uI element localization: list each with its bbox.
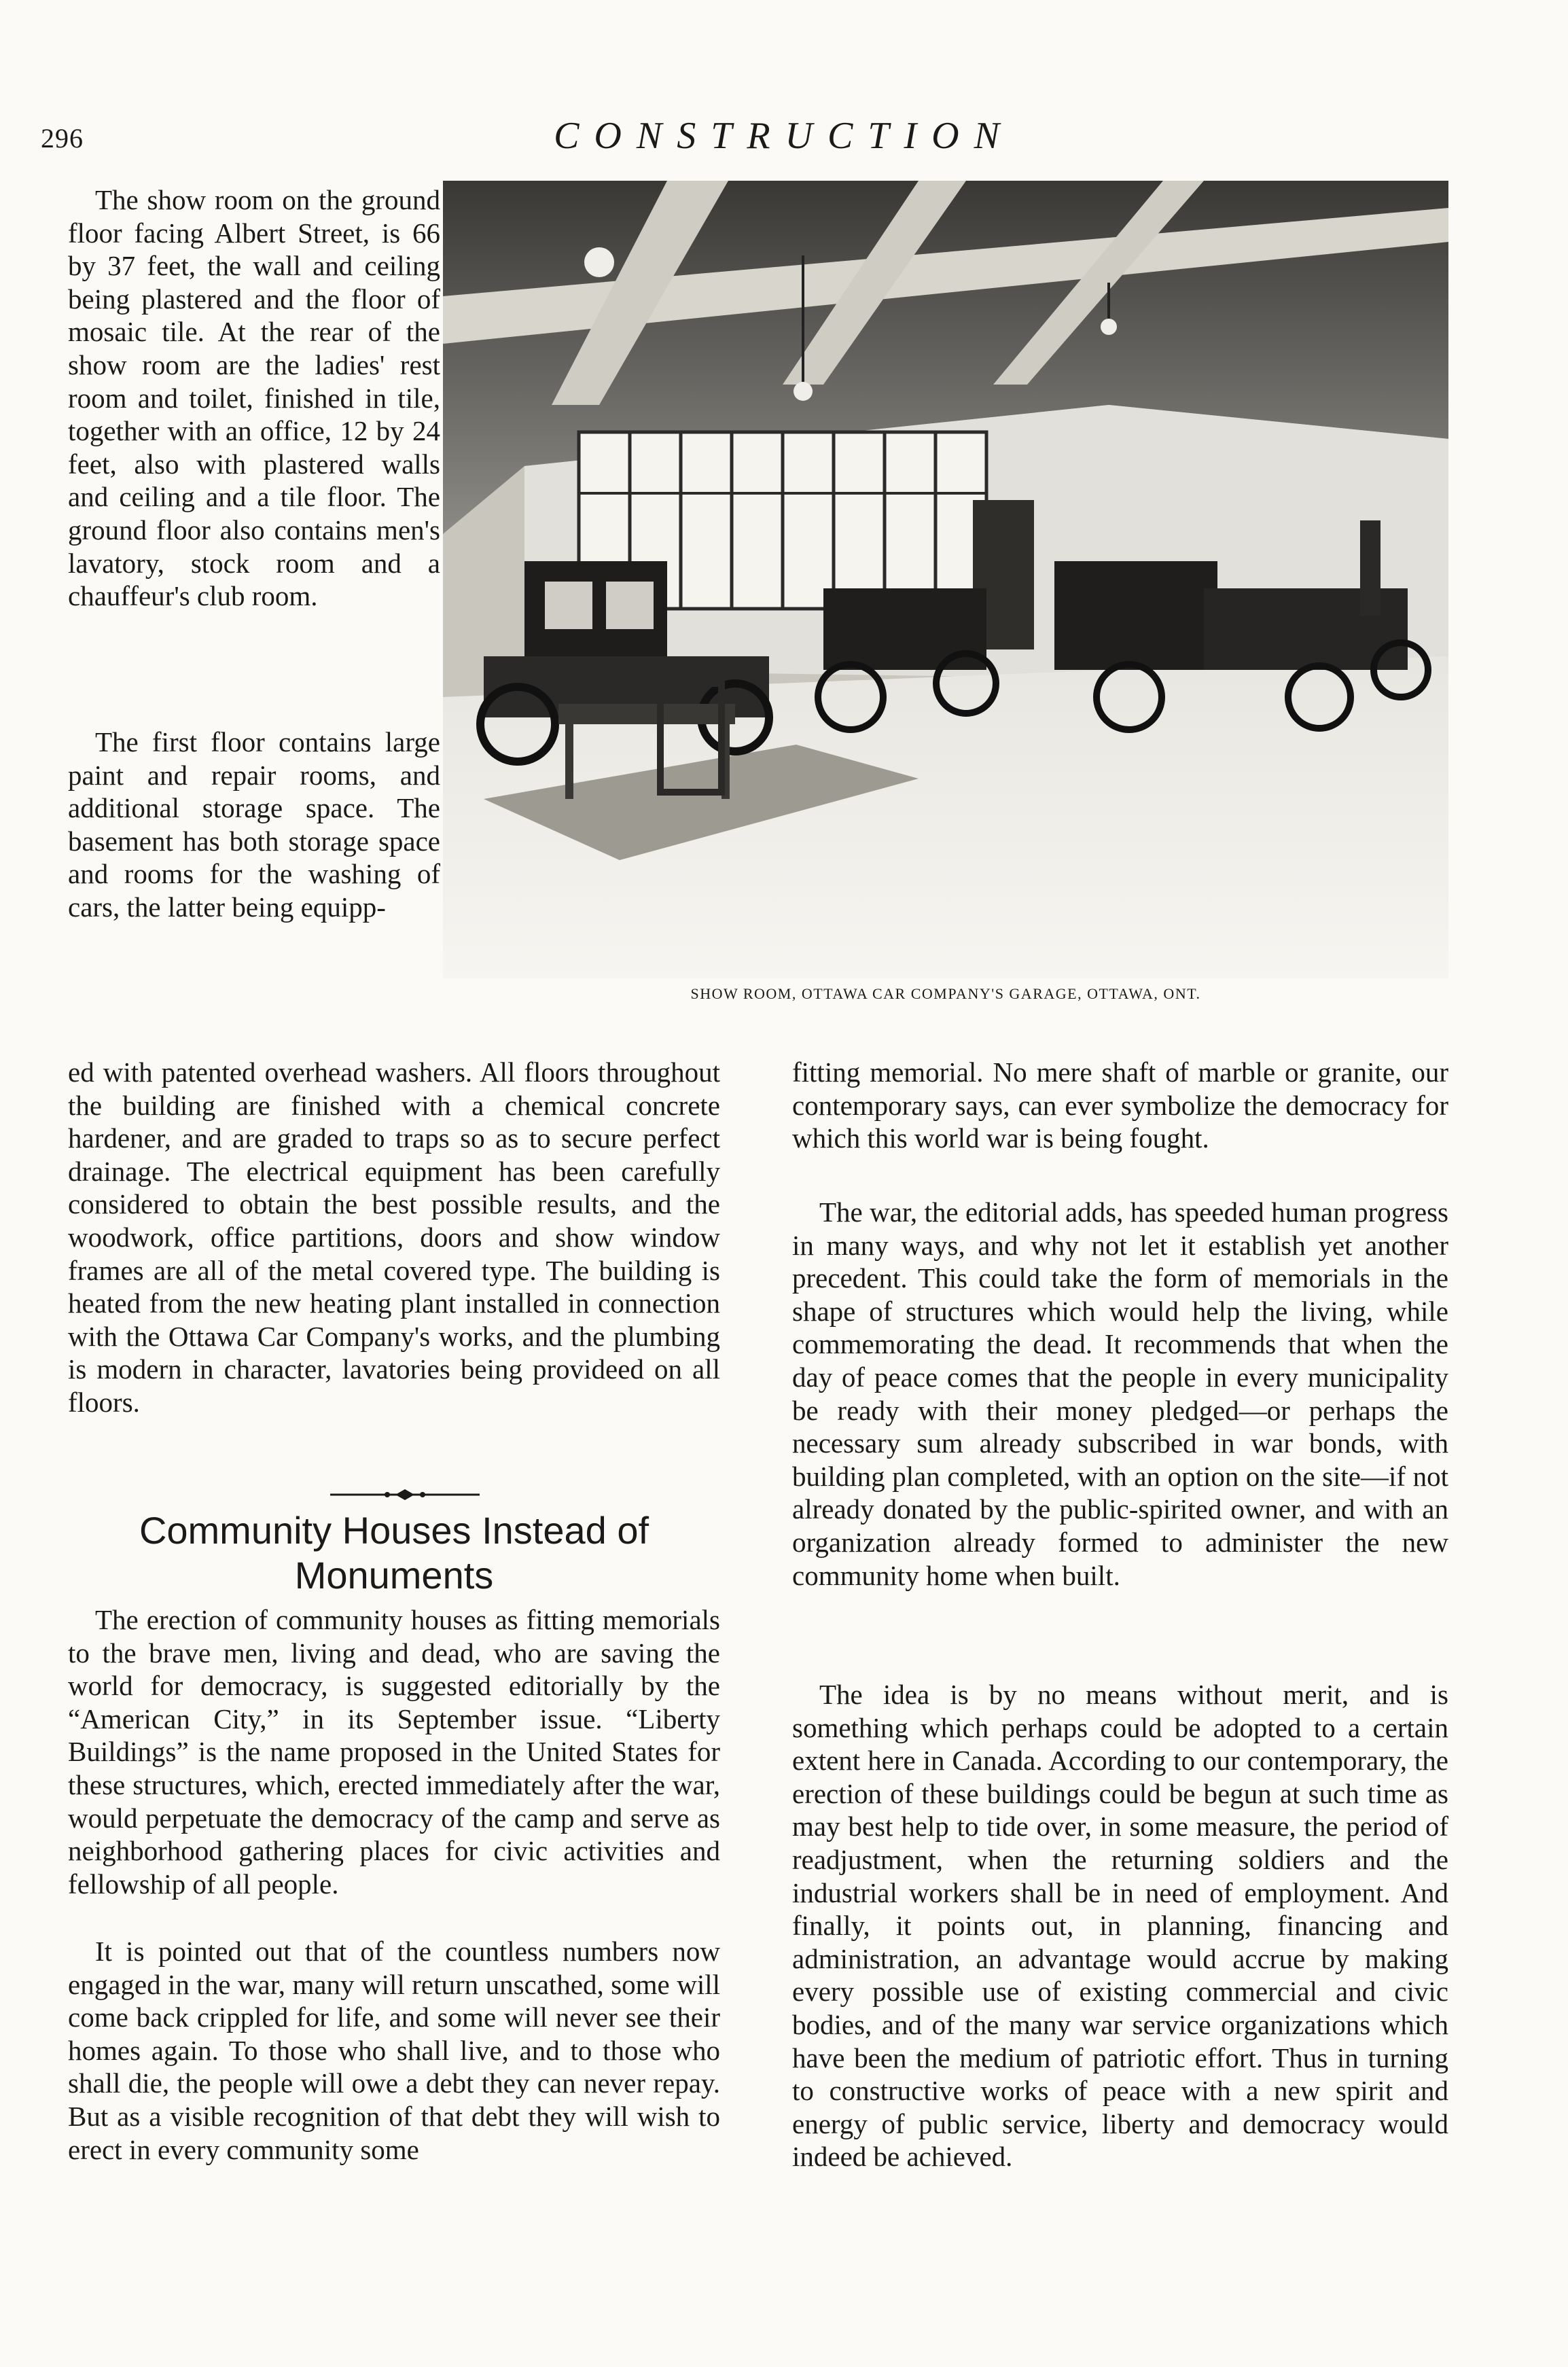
community-paragraph-1: The erection of community houses as fitting memorials to the brave men, living and dead, who are saving the world for democracy, is suggested editorially by the “American City,” in its September issue. “Liberty Buildings” is the name proposed in the United States for these structures, which, erected immediately after the war, would perpetuate the democracy of the camp and serve as neighborhood gathering places for civic activities and fellowship of all people.	[68, 1604, 720, 1900]
article-title: Community Houses Instead of Monuments	[139, 1509, 649, 1597]
showroom-photo-drawing	[443, 181, 1448, 978]
garage-paragraph-2a: The first floor contains large paint and repair rooms, and additional storage space. The basement has both storage space and rooms for the washing of cars, the latter being equipp-	[68, 726, 440, 923]
community-paragraph-5: The idea is by no means without merit, and is something which perhaps could be adopted to a certain extent here in Canada. According to our contemporary, the erection of these buildings could be begun at such time as may best help to tide over, in some measure, the period of readjustment, when the returning soldiers and the industrial workers shall be in need of employment. And finally, it points out, in planning, financing and administration, an advantage would accrue by making every possible use of existing commercial and civic bodies, and of the many war service organizations which have been the medium of patriotic effort. Thus in turning to constructive works of peace with a new spirit and energy of public service, liberty and democracy would indeed be achieved.	[792, 1679, 1448, 2173]
divider-ornament-icon	[330, 1488, 480, 1501]
community-paragraph-2: It is pointed out that of the countless numbers now engaged in the war, many will return unscathed, some will come back crippled for life, and some will never see their homes again. To those who shall live, and to those who shall die, the people will owe a debt they can never repay. But as a visible recognition of that debt they will wish to erect in every community some	[68, 1936, 720, 2165]
running-head: CONSTRUCTION	[554, 115, 1014, 157]
garage-paragraph-1: The show room on the ground floor facing Albert Street, is 66 by 37 feet, the wall and ceiling being plastered and the floor of mosaic tile. At the rear of the show room are the ladies' rest room and toilet, finished in tile, together with an office, 12 by 24 feet, also with plastered walls and ceiling and a tile floor. The ground floor also contains men's lavatory, stock room and a chauffeur's club room.	[68, 184, 440, 612]
community-paragraph-3: fitting memorial. No mere shaft of marble or granite, our contemporary says, can ever symbolize the democracy for which this world war is being fought.	[792, 1056, 1448, 1154]
garage-paragraph-2b: ed with patented overhead washers. All floors throughout the building are finished with a chemical concrete hardener, and are graded to traps so as to secure perfect drainage. The electrical equipment has been carefully considered to obtain the best possible results, and the woodwork, office partitions, doors and show window frames are all of the metal covered type. The building is heated from the new heating plant installed in connection with the Ottawa Car Company's works, and the plumbing is modern in character, lavatories being provideed on all floors.	[68, 1056, 720, 1418]
community-paragraph-4: The war, the editorial adds, has speeded human progress in many ways, and why not let it establish yet another precedent. This could take the form of memorials in the shape of structures which would help the living, while commemorating the dead. It recommends that when the day of peace comes that the people in every municipality be ready with their money pledged—or perhaps the necessary sum already subscribed in war bonds, with building plan completed, with an option on the site—if not already donated by the public-spirited owner, and with an organization already formed to administer the new community home when built.	[792, 1196, 1448, 1591]
showroom-photograph	[443, 181, 1448, 978]
section-divider-ornament	[330, 1488, 480, 1501]
photo-caption: SHOW ROOM, OTTAWA CAR COMPANY'S GARAGE, OTTAWA, ONT.	[690, 985, 1201, 1002]
page-number: 296	[41, 123, 84, 154]
